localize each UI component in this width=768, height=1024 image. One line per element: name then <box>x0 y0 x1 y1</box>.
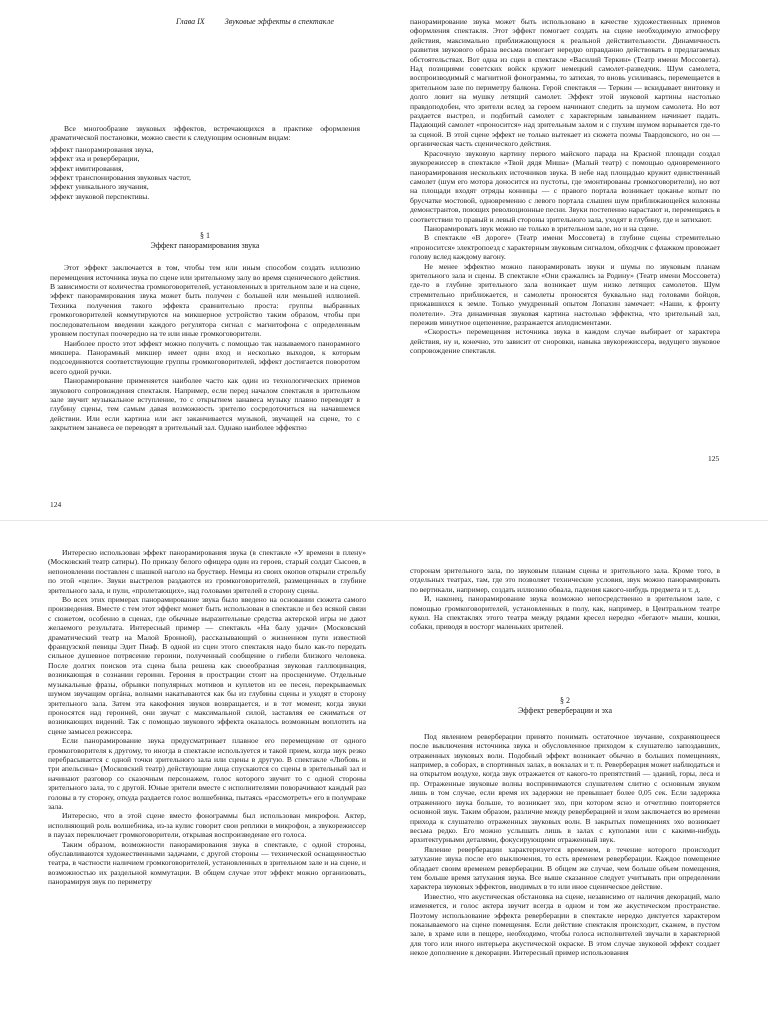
paragraph: Явление реверберации характеризуется временем, в течение которого происходит затухание звука после его выключения, то есть временем реверберации. Каждое помещение обладает своим временем реверберации. В общем же случае, чем больше объем помещения, тем больше время затухания звука. Все выше сказанное следует учитывать при определении характера звуковых эффектов, вводимых в то или иное сценическое действие. <box>410 844 720 892</box>
paragraph: Не менее эффектно можно панорамировать звуки и шумы по звуковым планам зрительного зала и сцены. В спектакле «Они сражались за Родину» (Театр имени Моссовета) где-то в глубине зрительного зала возникает шум низко летящих самолетов. Шум стремительно приближается, и самолеты проносятся буквально над головами бойцов, прижавшихся к земле. Только умудренный опытом Лопахин замечает: «Наши, к фронту полетели». Эта динамичная звуковая картина настолько эффектна, что зрительный зал, пережив минутное оцепенение, разражается аплодисментами. <box>410 261 720 327</box>
paragraph: панорамирование звука может быть использовано в качестве художественных приемов оформления спектакля. Этот эффект помогает создать на сцене необходимую атмосферу действия, максимально приближающуюся к реальной действительности. Динамичность развития звукового образа весьма помогает нередко оправданно действовать в предлагаемых обстоятельствах. Вот одна из сцен в спектакле «Василий Теркин» (Театр имени Моссовета). Над позициями советских войск кружит немецкий самолет-разведчик. Шум самолета, воспроизводимый с магнитной фонограммы, то затихая, то вновь усиливаясь, перемещается в зрительном зале по периметру балкона. Герой спектакля — Теркин — вскидывает винтовку и долго ловит на мушку летящий самолет. Эффект этой звуковой картины настолько правдоподобен, что зрители вслед за героем начинают следить за шумом самолета. Но вот раздается выстрел, и подбитый самолет с характерным завыванием начинает падать. Падающий самолет «проносится» над зрительным залом и с глухим шумом взрывается где-то за сценой. В этой сцене эффект не только вытекает из сюжета поэмы Твардовского, но он — органическая часть сценического действия. <box>410 17 720 149</box>
running-head-chapter: Глава IX <box>176 17 205 26</box>
page-number: 124 <box>50 500 62 509</box>
paragraph: «Скорость» перемещения источника звука в каждом случае выбирает от характера действия, ну и, конечно, это зависит от сноровки, навыка звукорежиссера, ведущего звуковое сопровождение спектакля. <box>410 327 720 356</box>
paragraph: Панорамировать звук можно не только в зрительном зале, но и на сцене. <box>424 223 659 233</box>
list-item: эффект имитирования, <box>50 163 124 173</box>
paragraph: Интересно использован эффект панорамирования звука (в спектакле «У времени в плену» (Московский театр сатиры). По приказу белого офицера один из героев, старый солдат Сысоев, в непоновлении поставлен с шашкой наголо на бруствер. Немцы из своих окопов открыли стрельбу по этой «цели». Звуки выстрелов раздаются из громкоговорителей, размещенных в глубине зрительного зала, и пули, «пролетающих», над головами зрителей в сторону сцены. <box>48 548 366 595</box>
bottom-left-page-body <box>48 548 366 1024</box>
section-number: § 2 <box>560 695 570 705</box>
paragraph: Интересно, что в этой сцене вместо фонограммы был использован микрофон. Актер, исполняющий роль волшебника, из-за кулис говорит свои реплики в микрофон, а звукорежиссер в паузах переключает громкоговорители, открывая воспроизведение его голоса. <box>48 811 366 840</box>
list-item: эффект транспонирования звуковых частот, <box>50 173 191 183</box>
paragraph: Под явлением реверберации принято понимать остаточное звучание, сохраняющееся после выключения источника звука и обусловленное приходом к слушателю запоздавших, отраженных звуковых волн. Подобный эффект возникает обычно в больших помещениях, например, в соборах, в спортивных залах, в вокзалах и т. п. Реверберация может наблюдаться и на открытом воздухе, когда звук отражается от какого-то препятствий — зданий, горы, леса и пр. Отраженные звуковые волны воспринимаются слушателем слитно с основным звуком лишь в том случае, если время их задержки не превышает более 0,05 сек. Если задержка отраженного звука больше, то возникает эхо, при котором ясно и отчетливо повторяется основной звук. Таким образом, различие между реверберацией и эхом заключается во времени прихода к слушателю отраженных звуковых волн. В закрытых помещениях эхо возникает весьма редко. Его можно услышать лишь в залах с куполами или с какими-нибудь архитектурными деталями, фокусирующими отраженный звук. <box>410 731 720 845</box>
list-item: эффект эха и реверберации, <box>50 154 140 164</box>
list-item: эффект панорамирования звука, <box>50 144 154 154</box>
paragraph: Красочную звуковую картину первого майского парада на Красной площади создал звукорежиссер в спектакле «Твой дядя Миша» (Малый театр) с помощью одновременного панорамирования нескольких источников звука. В небе над площадью кружит единственный самолет (шум его мотора доносится из пустоты, где эмонтированы громкоговорители), но вот на площади входят отряды конницы — с правого портала возникает цоканье копыт по брусчатке мостовой, одновременно с левого портала слышен шум приближающейся колонны демонстрантов, поющих революционные песни. Звуки постепенно нарастают и, перемещаясь в соответствии то правый и левый стороны зрительного зала, уходят в глубину, где и затихают. <box>410 148 720 224</box>
paragraph: Таким образом, возможности панорамирования звука в спектакле, с одной стороны, обуславливаются художественными задачами, с другой стороны — технической оснащенностью театра, в частности наличием громкоговорителей, установленных в зрительном зале и на сцене, и возможностью их раздельной коммутации. В общем случае этот эффект можно организовать, панорамируя звук по периметру <box>48 839 366 887</box>
paragraph: Во всех этих примерах панорамирование звука было введено на основании сюжета самого произведения. Вместе с тем этот эффект может быть использован в спектакле и без всякой связи с сюжетом, особенно в сценах, где обычные выразительные средства актерской игры не дают желаемого результата. Интересный пример — спектакль «На балу удачи» (Московский драматический театр на Малой Бронной), рассказывающий о жизненном пути известной французской певицы Эдит Пиаф. В одной из сцен этого спектакля надо было как-то передать сильное душевное потрясение героини, полученный сообщение о гибели близкого человека. После долгих поисков эта сцена была решена как своеобразная звуковая галлюцинация, возникающая в сознании героини. Героиня в прострации стоит на просцениуме. Отдельные музыкальные фразы, обрывки популярных мотивов и куплетов из ее песен, перекрываемых шумом звучащим оргáна, волнами накатываются как бы из глубины сцены и уходят в сторону зрительного зала. Затем эта какофония звуков возвращается, и в тот момент, когда звуки проносятся над героиней, они звучат с максимальной силой, заставляя ее сжиматься от возникающих видений. Так с помощью звукового эффекта оказалось возможным воплотить на сцене замысел режиссера. <box>48 595 366 736</box>
paragraph: Известно, что акустическая обстановка на сцене, независимо от наличия декораций, мало изменяется, и голос актера звучит всегда в одном и том же акустическом пространстве. Поэтому использование эффекта реверберации в спектакле нередко диктуется характером показываемого на сцене помещения. Если действие спектакля происходит, скажем, в пустом зале, в храме или в пещере, необходимо, чтобы голоса исполнителей звучали в характерной для того или иного интерьера акустической окраске. В этом случае звуковой эффект создает некое дополнение к декорации. Интересный пример использования <box>410 891 720 958</box>
paragraph: Этот эффект заключается в том, чтобы тем или иным способом создать иллюзию перемещения источника звука по сцене или зрительному залу во время сценического действия. В зависимости от количества громкоговорителей, установленных в зрительном зале и на сцене, эффект панорамирования звука может быть получен с большей или меньшей иллюзией. Техника получения такого эффекта сравнительно проста: группы выбранных громкоговорителей коммутируются на микшерное устройство таким образом, чтобы при последовательном введении каждого регулятора сигнал с магнитофона с определенным уровнем поступал поочередно на те или иные громкоговорители. <box>50 263 360 339</box>
list-item: эффект звуковой перспективы. <box>50 191 150 201</box>
bottom-right-page-body <box>410 566 720 1024</box>
effects-list <box>50 145 360 201</box>
section-number: § 1 <box>200 231 210 241</box>
paragraph: Наиболее просто этот эффект можно получить с помощью так называемого панорамного микшера. Панорамный микшер имеет один вход и несколько выходов, к которым подсоединяются соответствующие группы громкоговорителей, эффект достигается поворотом всего одной ручки. <box>50 338 360 376</box>
running-head-title: Звуковые эффекты в спектакле <box>224 17 334 26</box>
top-right-page-body <box>410 17 720 459</box>
running-head <box>176 17 352 26</box>
paragraph: В спектакле «В дороге» (Театр имени Моссовета) в глубине сцены стремительно «проносится» электропоезд с характерным звуковым сигналом, обходчик с флажком провожает голову вслед каждому вагону. <box>410 233 720 262</box>
paragraph: Панорамирование применяется наиболее часто как один из технологических приемов звукового сопровождения спектакля. Например, если перед началом спектакля в зрительном зале звучит музыкальное вступление, то с открытием занавеса музыку плавно переводят в глубину сцены, тем самым давая возможность зрителю сосредоточиться на начавшемся действии. Или если картина или акт заканчивается музыкой, звучащей на сцене, то с закрытием занавеса ее переводят в зрительный зал. Однако наиболее эффектно <box>50 376 360 433</box>
paragraph: И, наконец, панорамирование звука возможно непосредственно в зрительном зале, с помощью громкоговорителей, установленных в полу, как, например, в Центральном театре кукол. На спектаклях этого театра между рядами кресел нередко «бегают» мыши, кошки, собаки, приводя в восторг маленьких зрителей. <box>410 594 720 632</box>
section-title: Эффект реверберации и эха <box>517 705 613 715</box>
page-number: 125 <box>708 454 720 463</box>
paragraph: Если панорамирование звука предусматривает плавное его перемещение от одного громкоговорителя к другому, то иногда в спектакле используется и такой прием, когда звук резко перебрасывается с одной точки зрительного зала или сцены в другую. В спектакле «Любовь и три апельсина» (Московский театр) действующие лица спускаются со сцены в зрительный зал и начинают разговор со сказочным персонажем, голос которого звучит то с одной стороны зрительного зала, то с другой. Юные зрители вместе с исполнителями поворачивают каждый раз головы в ту сторону, откуда раздается голос волшебника, пытаясь «рассмотреть» его в полумраке зала. <box>48 736 366 811</box>
list-item: эффект уникального звучания, <box>50 182 149 192</box>
spread-divider <box>0 520 768 521</box>
top-left-page-body <box>50 124 360 508</box>
section-title: Эффект панорамирования звука <box>150 241 260 251</box>
paragraph: сторонам зрительного зала, по звуковым планам сцены и зрительного зала. Кроме того, в отдельных театрах, там, где это позволяет технические условия, звук можно панорамировать по вертикали, например, создать иллюзию обвала, падения какого-нибудь предмета и т. д. <box>410 566 720 594</box>
intro-paragraph: Все многообразие звуковых эффектов, встречающихся в практике оформления драматической постановки, можно свести к следующим основным видам: <box>50 124 360 143</box>
